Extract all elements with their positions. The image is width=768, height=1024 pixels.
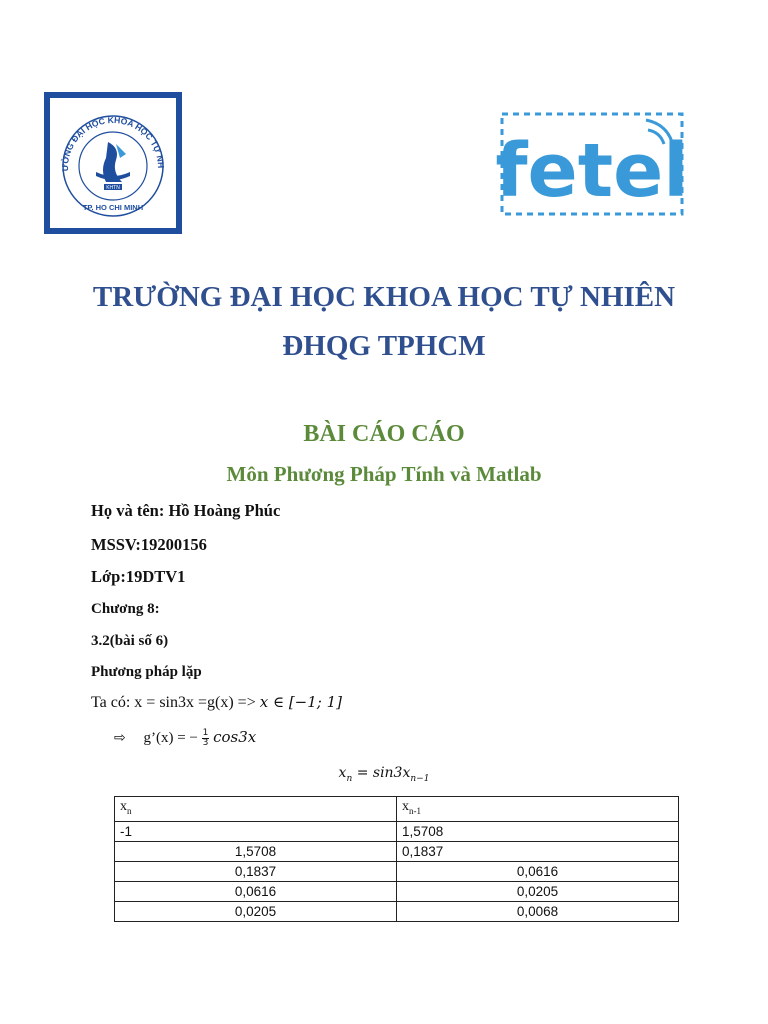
equation-domain: x ∈ [−1; 1] [259, 693, 343, 711]
fetel-logo-text: fetel [496, 128, 689, 214]
derivative-line [114, 728, 256, 748]
table-cell: 1,5708 [397, 821, 679, 841]
iteration-table [114, 796, 679, 922]
table-header-cell: $x_n$ [115, 797, 397, 822]
derivative-text: g’(x) = − [143, 730, 198, 746]
formula-lhs: x [338, 765, 347, 781]
table-cell: 0,0205 [397, 881, 679, 901]
student-id: MSSV:19200156 [91, 535, 207, 554]
formula-lhs-sub: n [346, 773, 353, 784]
student-class: Lớp:19DTV1 [91, 567, 186, 586]
table-header-row [115, 797, 679, 822]
table-row [115, 881, 679, 901]
table-cell: 1,5708 [115, 841, 397, 861]
table-cell: -1 [115, 821, 397, 841]
iteration-formula [0, 765, 768, 784]
faculty-logo [496, 110, 692, 220]
table-row [115, 841, 679, 861]
fraction [202, 729, 210, 748]
table-cell: 0,0616 [115, 881, 397, 901]
table-cell: 0,1837 [115, 861, 397, 881]
logo-ring-text: ƯỜNG ĐẠI HỌC KHOA HỌC TỰ NH [59, 114, 167, 172]
subject-title: Môn Phương Pháp Tính và Matlab [226, 462, 542, 486]
university-logo [44, 92, 182, 234]
table-cell: 0,0205 [115, 901, 397, 921]
logo-bottom-text: TP. HO CHI MINH [82, 203, 144, 212]
logo-center-text: KHTN [106, 185, 120, 191]
method-heading: Phương pháp lặp [91, 664, 202, 680]
exercise-heading: 3.2(bài số 6) [91, 633, 169, 649]
derivative-tail: cos3x [213, 728, 257, 746]
table-header-cell: $x_{n-1}$ [397, 797, 679, 822]
table-row [115, 901, 679, 921]
table-row [115, 861, 679, 881]
table-cell: 0,1837 [397, 841, 679, 861]
fraction-numerator: 1 [202, 728, 209, 739]
table-row [115, 821, 679, 841]
table-cell: 0,0616 [397, 861, 679, 881]
formula-rhs: = sin3x [352, 765, 411, 781]
university-name: TRƯỜNG ĐẠI HỌC KHOA HỌC TỰ NHIÊN [92, 281, 676, 313]
equation-text: Ta có: x = sin3x =g(x) => [91, 694, 260, 711]
student-name: Họ và tên: Hồ Hoàng Phúc [91, 501, 281, 520]
chapter-heading: Chương 8: [91, 601, 160, 617]
arrow-right-icon: ⇨ [114, 730, 126, 746]
report-title: BÀI CÁO CÁO [303, 421, 465, 447]
formula-rhs-sub: n−1 [410, 773, 430, 784]
fraction-denominator: 3 [202, 738, 209, 749]
university-subtitle: ĐHQG TPHCM [282, 330, 486, 362]
table-cell: 0,0068 [397, 901, 679, 921]
equation-statement [91, 693, 342, 712]
